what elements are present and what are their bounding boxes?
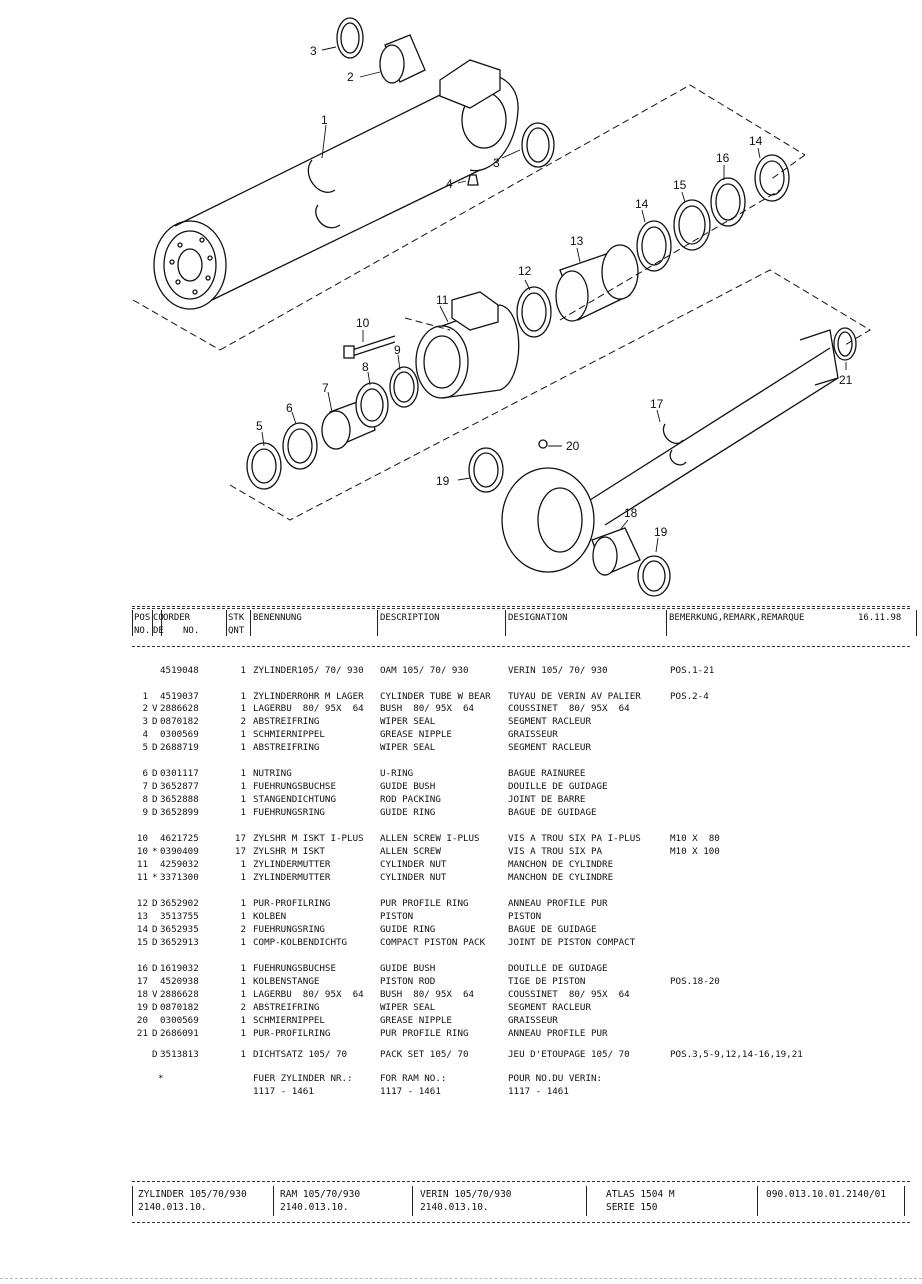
callout-label: 12 — [518, 264, 532, 278]
cell-qty: 1 — [240, 665, 246, 676]
cell-ben: ZYLINDER105/ 70/ 930 — [253, 665, 364, 676]
cell-pos: 20 — [136, 1015, 148, 1026]
cell-order: 3371300 — [160, 872, 199, 883]
cell-pos: 11 — [136, 872, 148, 883]
cell-qty: 1 — [240, 937, 246, 948]
cell-pos: 18 — [136, 989, 148, 1000]
cell-order: 3652899 — [160, 807, 199, 818]
cell-ben: ZYLSHR M ISKT I-PLUS — [253, 833, 364, 844]
note-desc-label: FOR RAM NO.: — [380, 1073, 447, 1084]
cell-desc: WIPER SEAL — [380, 716, 436, 727]
cell-desc: BUSH 80/ 95X 64 — [380, 703, 475, 714]
cell-desc: U-RING — [380, 768, 414, 779]
footer-verin-code: 2140.013.10. — [420, 1202, 489, 1213]
cell-desg: BAGUE DE GUIDAGE — [508, 807, 597, 818]
cell-desg: SEGMENT RACLEUR — [508, 742, 591, 753]
cell-pos: 4 — [142, 729, 148, 740]
cell-pos: 1 — [142, 691, 148, 702]
cell-desg: COUSSINET 80/ 95X 64 — [508, 703, 630, 714]
cell-code: D — [152, 716, 158, 727]
cell-desg: VIS A TROU SIX PA — [508, 846, 603, 857]
cell-order: 4520938 — [160, 976, 199, 987]
cell-rem: POS.2-4 — [670, 691, 709, 702]
footer-ram: RAM 105/70/930 — [280, 1189, 361, 1200]
cell-desg: BAGUE RAINUREE — [508, 768, 586, 779]
callout-label: 13 — [570, 234, 584, 248]
cell-ben: PUR-PROFILRING — [253, 898, 331, 909]
cell-pos: 8 — [142, 794, 148, 805]
cell-desc: GREASE NIPPLE — [380, 1015, 452, 1026]
cell-desc: WIPER SEAL — [380, 742, 436, 753]
cell-pos: 2 — [142, 703, 148, 714]
header-co: CO — [153, 613, 164, 623]
cell-desg: DOUILLE DE GUIDAGE — [508, 781, 608, 792]
cell-desg: VERIN 105/ 70/ 930 — [508, 665, 608, 676]
cell-ben: LAGERBU 80/ 95X 64 — [253, 989, 364, 1000]
cell-pos: 7 — [142, 781, 148, 792]
cell-ben: FUEHRUNGSRING — [253, 924, 325, 935]
cell-pos: 10 — [136, 846, 148, 857]
cell-code: * — [152, 846, 158, 857]
cell-code: D — [152, 963, 158, 974]
cell-pos: 16 — [136, 963, 148, 974]
cell-order: 0301117 — [160, 768, 199, 779]
cell-desc: WIPER SEAL — [380, 1002, 436, 1013]
callout-label: 16 — [716, 151, 730, 165]
callout-label: 7 — [322, 381, 329, 395]
cell-pos: 21 — [136, 1028, 148, 1039]
callout-label: 9 — [394, 343, 401, 357]
cell-order: 4519048 — [160, 665, 199, 676]
cell-order: 2886628 — [160, 703, 199, 714]
cell-qty: 1 — [240, 768, 246, 779]
callout-label: 2 — [347, 70, 354, 84]
cell-code: D — [152, 781, 158, 792]
cell-ben: NUTRING — [253, 768, 292, 779]
cell-order: 3652902 — [160, 898, 199, 909]
cell-pos: 9 — [142, 807, 148, 818]
cell-desg: MANCHON DE CYLINDRE — [508, 859, 614, 870]
cell-rem: M10 X 80 — [670, 833, 720, 844]
callout-label: 14 — [749, 134, 763, 148]
cell-qty: 17 — [234, 846, 246, 857]
cell-code: D — [152, 1028, 158, 1039]
cell-desg: GRAISSEUR — [508, 729, 558, 740]
cell-order: 0300569 — [160, 729, 199, 740]
cell-desc: BUSH 80/ 95X 64 — [380, 989, 475, 1000]
cell-order: 3513813 — [160, 1049, 199, 1060]
cell-qty: 1 — [240, 898, 246, 909]
cylinder-tube-part — [154, 60, 518, 309]
cell-qty: 1 — [240, 963, 246, 974]
cell-code: D — [152, 937, 158, 948]
cell-ben: KOLBEN — [253, 911, 287, 922]
cell-ben: ZYLINDERROHR M LAGER — [253, 691, 364, 702]
cell-ben: ABSTREIFRING — [253, 742, 320, 753]
cell-desc: COMPACT PISTON PACK — [380, 937, 486, 948]
cell-pos: 15 — [136, 937, 148, 948]
cell-rem: POS.3,5-9,12,14-16,19,21 — [670, 1049, 803, 1060]
cell-desc: PUR PROFILE RING — [380, 1028, 469, 1039]
cell-desc: GREASE NIPPLE — [380, 729, 452, 740]
footer-verin: VERIN 105/70/930 — [420, 1189, 512, 1200]
cell-pos: 10 — [136, 833, 148, 844]
callout-label: 1 — [321, 113, 328, 127]
header-de: DE — [153, 626, 164, 636]
header-remark: BEMERKUNG,REMARK,REMARQUE — [669, 613, 805, 623]
cell-desc: GUIDE BUSH — [380, 963, 436, 974]
cell-pos: 3 — [142, 716, 148, 727]
cell-order: 3652913 — [160, 937, 199, 948]
cell-order: 4519037 — [160, 691, 199, 702]
header-qnt: QNT — [228, 626, 245, 636]
header-order: ORDER — [163, 613, 191, 623]
note-desg-range: 1117 - 1461 — [508, 1086, 569, 1097]
cell-order: 3652877 — [160, 781, 199, 792]
callout-label: 15 — [673, 178, 687, 192]
cell-order: 0870182 — [160, 716, 199, 727]
cell-desg: SEGMENT RACLEUR — [508, 716, 591, 727]
note-row — [134, 1086, 569, 1098]
cell-ben: ZYLINDERMUTTER — [253, 872, 331, 883]
cell-order: 0870182 — [160, 1002, 199, 1013]
cell-qty: 1 — [240, 1015, 246, 1026]
callout-label: 18 — [624, 506, 638, 520]
cell-qty: 1 — [240, 781, 246, 792]
callout-label: 6 — [286, 401, 293, 415]
cell-pos: 6 — [142, 768, 148, 779]
cell-qty: 1 — [240, 976, 246, 987]
cell-desc: GUIDE RING — [380, 924, 436, 935]
cell-ben: LAGERBU 80/ 95X 64 — [253, 703, 364, 714]
cell-ben: ABSTREIFRING — [253, 1002, 320, 1013]
cell-desg: VIS A TROU SIX PA I-PLUS — [508, 833, 641, 844]
cell-desg: TUYAU DE VERIN AV PALIER — [508, 691, 641, 702]
cell-order: 0300569 — [160, 1015, 199, 1026]
cell-desg: ANNEAU PROFILE PUR — [508, 1028, 608, 1039]
cell-desg: TIGE DE PISTON — [508, 976, 586, 987]
header-stk: STK — [228, 613, 245, 623]
cell-code: D — [152, 924, 158, 935]
cell-desc: ALLEN SCREW I-PLUS — [380, 833, 480, 844]
cell-code: D — [152, 807, 158, 818]
callout-label: 17 — [650, 397, 664, 411]
cell-order: 1619032 — [160, 963, 199, 974]
callout-label: 8 — [362, 360, 369, 374]
cell-order: 2688719 — [160, 742, 199, 753]
cell-ben: SCHMIERNIPPEL — [253, 1015, 325, 1026]
cell-ben: COMP-KOLBENDICHTG — [253, 937, 348, 948]
cell-ben: ZYLSHR M ISKT — [253, 846, 325, 857]
footer-series: SERIE 150 — [606, 1202, 658, 1213]
cell-pos: 5 — [142, 742, 148, 753]
cell-desg: MANCHON DE CYLINDRE — [508, 872, 614, 883]
callout-label: 5 — [256, 419, 263, 433]
cell-qty: 1 — [240, 691, 246, 702]
cell-desc: GUIDE BUSH — [380, 781, 436, 792]
cell-qty: 17 — [234, 833, 246, 844]
cell-desg: ANNEAU PROFILE PUR — [508, 898, 608, 909]
callout-label: 3 — [310, 44, 317, 58]
cell-desc: PACK SET 105/ 70 — [380, 1049, 469, 1060]
cell-qty: 1 — [240, 1049, 246, 1060]
header-description: DESCRIPTION — [380, 613, 440, 623]
note-ben-range: 1117 - 1461 — [253, 1086, 314, 1097]
cell-order: 3652888 — [160, 794, 199, 805]
cell-order: 3513755 — [160, 911, 199, 922]
header-no: NO. — [134, 626, 151, 636]
footer-model: ATLAS 1504 M — [606, 1189, 675, 1200]
cell-order: 4259032 — [160, 859, 199, 870]
cell-qty: 1 — [240, 911, 246, 922]
cell-rem: POS.1-21 — [670, 665, 715, 676]
cell-ben: FUEHRUNGSRING — [253, 807, 325, 818]
cell-pos: 12 — [136, 898, 148, 909]
callout-label: 10 — [356, 316, 370, 330]
note-desc-range: 1117 - 1461 — [380, 1086, 441, 1097]
cell-desg: JEU D'ETOUPAGE 105/ 70 — [508, 1049, 630, 1060]
cell-desc: PISTON ROD — [380, 976, 436, 987]
footer-zylinder: ZYLINDER 105/70/930 — [138, 1189, 247, 1200]
cell-desc: CYLINDER NUT — [380, 872, 447, 883]
cell-ben: STANGENDICHTUNG — [253, 794, 336, 805]
cell-desc: CYLINDER TUBE W BEAR — [380, 691, 491, 702]
cell-order: 0390409 — [160, 846, 199, 857]
cell-qty: 1 — [240, 872, 246, 883]
footer-doc-number: 090.013.10.01.2140/01 — [766, 1189, 887, 1200]
cell-order: 4621725 — [160, 833, 199, 844]
cell-ben: FUEHRUNGSBUCHSE — [253, 963, 336, 974]
cell-ben: DICHTSATZ 105/ 70 — [253, 1049, 348, 1060]
cell-ben: SCHMIERNIPPEL — [253, 729, 325, 740]
cell-ben: KOLBENSTANGE — [253, 976, 320, 987]
cell-desc: PUR PROFILE RING — [380, 898, 469, 909]
cell-desg: SEGMENT RACLEUR — [508, 1002, 591, 1013]
cell-order: 2686091 — [160, 1028, 199, 1039]
cell-desg: COUSSINET 80/ 95X 64 — [508, 989, 630, 1000]
cell-desc: PISTON — [380, 911, 414, 922]
callout-label: 19 — [654, 525, 668, 539]
cell-rem: POS.18-20 — [670, 976, 720, 987]
callout-label: 14 — [635, 197, 649, 211]
cell-desg: BAGUE DE GUIDAGE — [508, 924, 597, 935]
cell-code: D — [152, 794, 158, 805]
cell-qty: 1 — [240, 742, 246, 753]
cell-pos: 17 — [136, 976, 148, 987]
cell-pos: 19 — [136, 1002, 148, 1013]
cell-code: D — [152, 1049, 158, 1060]
cell-desc: ALLEN SCREW — [380, 846, 441, 857]
cell-desc: OAM 105/ 70/ 930 — [380, 665, 469, 676]
cell-desg: JOINT DE PISTON COMPACT — [508, 937, 636, 948]
cell-qty: 1 — [240, 859, 246, 870]
cell-qty: 2 — [240, 716, 246, 727]
header-order-no: NO. — [183, 626, 200, 636]
cell-code: D — [152, 1002, 158, 1013]
cell-code: * — [152, 872, 158, 883]
cell-qty: 1 — [240, 729, 246, 740]
cell-qty: 1 — [240, 1028, 246, 1039]
cell-rem: M10 X 100 — [670, 846, 720, 857]
note-mark: * — [158, 1073, 164, 1084]
note-desg-label: POUR NO.DU VERIN: — [508, 1073, 603, 1084]
cell-qty: 2 — [240, 1002, 246, 1013]
cell-pos: 13 — [136, 911, 148, 922]
callout-label: 3 — [493, 156, 500, 170]
cell-ben: PUR-PROFILRING — [253, 1028, 331, 1039]
cell-qty: 2 — [240, 924, 246, 935]
callout-label: 4 — [446, 177, 453, 191]
cell-qty: 1 — [240, 703, 246, 714]
cell-order: 2886628 — [160, 989, 199, 1000]
note-ben-label: FUER ZYLINDER NR.: — [253, 1073, 353, 1084]
cell-pos: 11 — [136, 859, 148, 870]
cell-code: V — [152, 989, 158, 1000]
cell-qty: 1 — [240, 807, 246, 818]
cell-pos: 14 — [136, 924, 148, 935]
cell-desg: PISTON — [508, 911, 542, 922]
exploded-view-diagram — [0, 0, 922, 600]
cell-ben: FUEHRUNGSBUCHSE — [253, 781, 336, 792]
footer-zylinder-code: 2140.013.10. — [138, 1202, 207, 1213]
cell-code: D — [152, 742, 158, 753]
cell-desc: ROD PACKING — [380, 794, 441, 805]
callout-label: 11 — [436, 293, 449, 307]
footer-ram-code: 2140.013.10. — [280, 1202, 349, 1213]
callout-label: 21 — [839, 373, 853, 387]
cell-order: 3652935 — [160, 924, 199, 935]
cell-code: V — [152, 703, 158, 714]
cell-ben: ZYLINDERMUTTER — [253, 859, 331, 870]
cell-desc: CYLINDER NUT — [380, 859, 447, 870]
header-designation: DESIGNATION — [508, 613, 568, 623]
note-row — [134, 1073, 603, 1085]
header-pos: POS — [134, 613, 151, 623]
cell-desg: GRAISSEUR — [508, 1015, 558, 1026]
cell-code: D — [152, 768, 158, 779]
cell-desc: GUIDE RING — [380, 807, 436, 818]
cell-desg: DOUILLE DE GUIDAGE — [508, 963, 608, 974]
header-date: 16.11.98 — [858, 613, 902, 623]
cell-ben: ABSTREIFRING — [253, 716, 320, 727]
cell-qty: 1 — [240, 989, 246, 1000]
cell-qty: 1 — [240, 794, 246, 805]
callout-label: 19 — [436, 474, 450, 488]
callout-label: 20 — [566, 439, 580, 453]
cell-code: D — [152, 898, 158, 909]
cell-desg: JOINT DE BARRE — [508, 794, 586, 805]
header-benennung: BENENNUNG — [253, 613, 302, 623]
